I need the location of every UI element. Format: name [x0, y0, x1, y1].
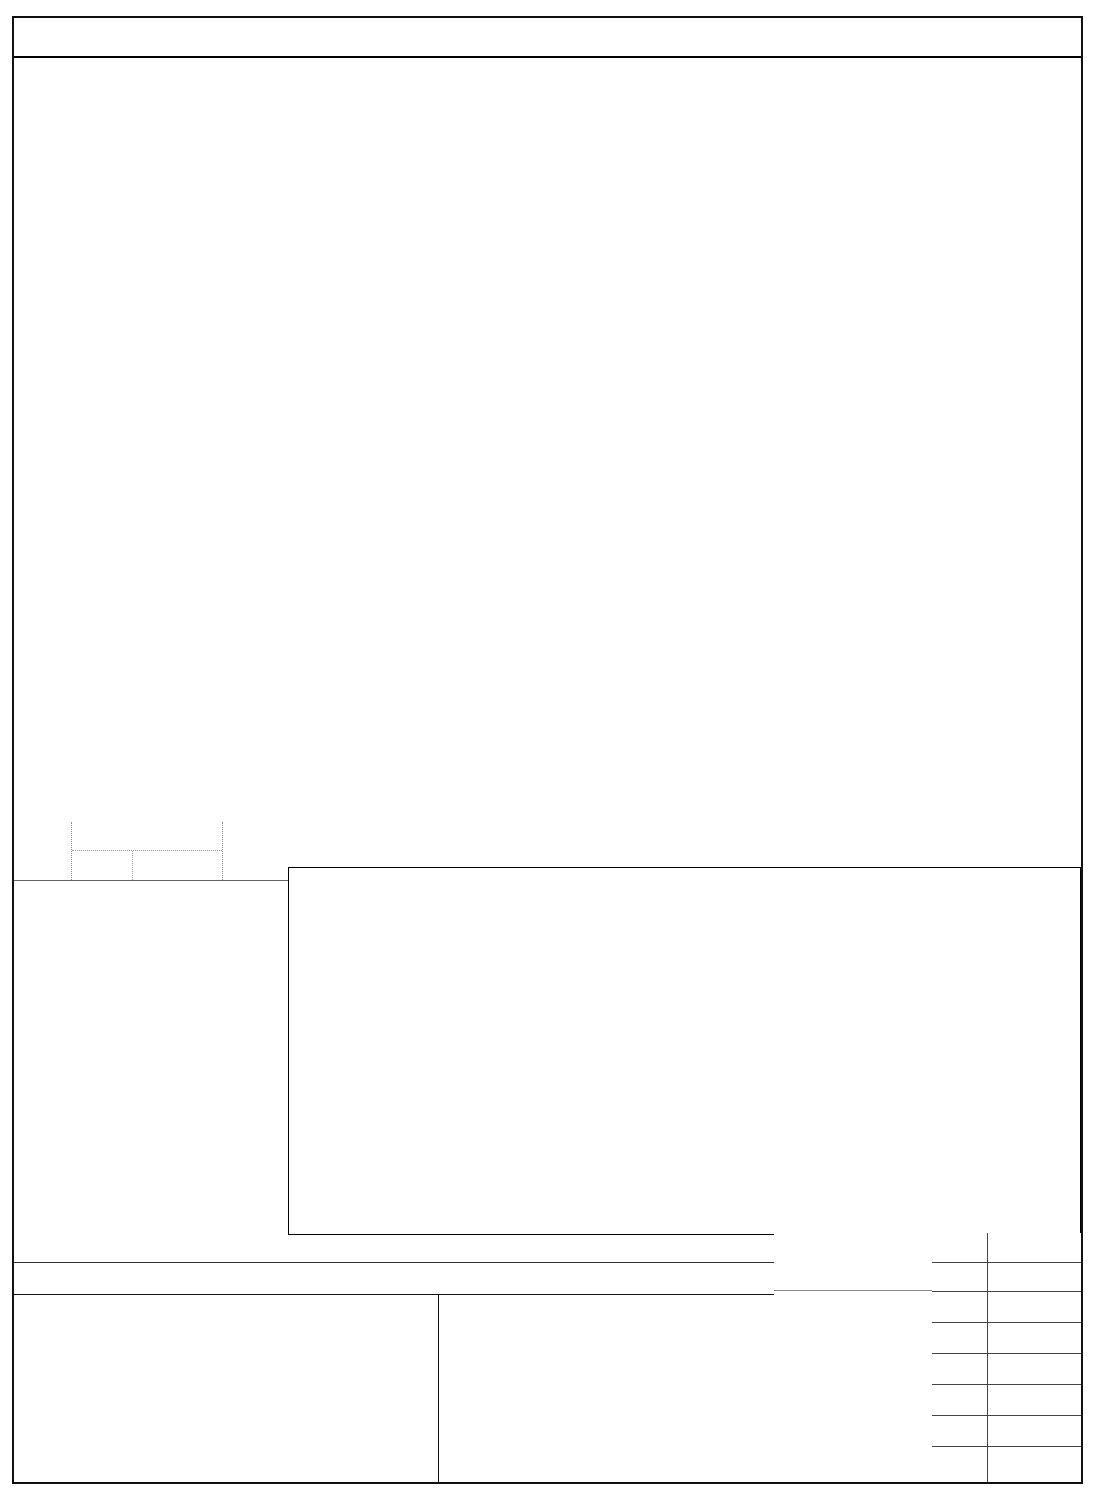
- zodiac-number-grid-left: [14, 1294, 438, 1482]
- page-title: [14, 18, 1081, 58]
- sheet-content: [12, 16, 1083, 1484]
- blue-box-line: [932, 1322, 1081, 1323]
- zodiac-stats-header: [14, 822, 288, 881]
- blue-box-line: [932, 1415, 1081, 1416]
- empty-blue-box: [932, 1233, 1081, 1482]
- note-row: [14, 1262, 774, 1294]
- after-change-label: [133, 851, 222, 880]
- limit-box-title: [774, 1233, 932, 1291]
- count-header-label: [72, 822, 222, 851]
- zodiac-stats-table: [14, 822, 288, 1264]
- recent-period-label: [223, 822, 288, 880]
- limit-box-rows: [774, 1291, 932, 1482]
- unreleased-zodiac-limit-box: [774, 1233, 932, 1482]
- blue-box-line: [932, 1384, 1081, 1385]
- blue-box-line: [932, 1446, 1081, 1447]
- zodiac-stats-rows: [14, 881, 288, 1264]
- blue-box-divider: [987, 1233, 988, 1482]
- number-frequency-table: [288, 867, 1081, 1235]
- before-change-label: [72, 851, 133, 880]
- zodiac-number-grid-right: [438, 1294, 776, 1482]
- count-subheader: [72, 851, 222, 880]
- blue-box-line: [932, 1262, 1081, 1263]
- results-tables: [14, 58, 1081, 805]
- blue-box-line: [932, 1291, 1081, 1292]
- blue-box-line: [932, 1353, 1081, 1354]
- zodiac-header-label: [14, 822, 72, 880]
- count-header: [72, 822, 223, 880]
